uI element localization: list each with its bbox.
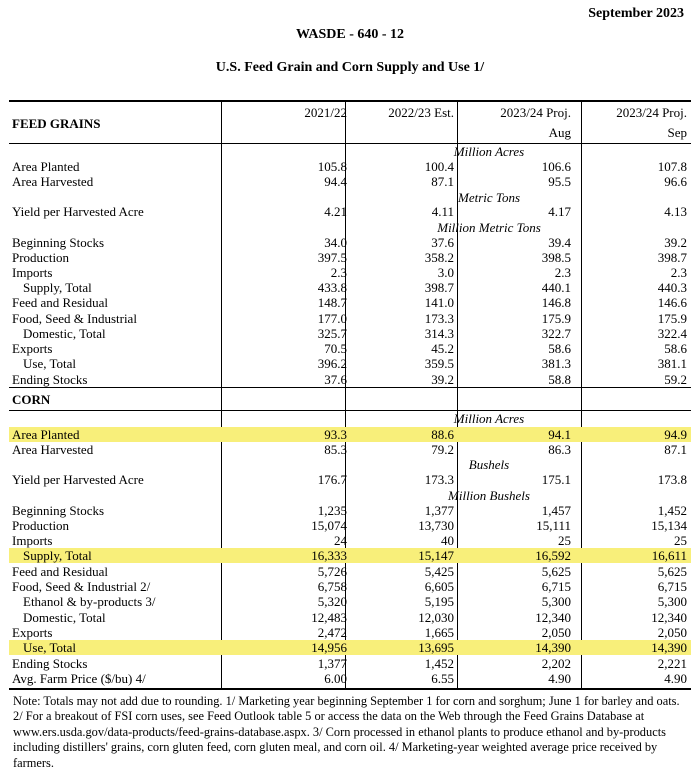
section-title-corn: CORN <box>12 392 51 407</box>
cell-value: 2,050 <box>541 625 571 640</box>
row-label: Feed and Residual <box>12 564 109 579</box>
cell-value: 141.0 <box>424 295 454 310</box>
cell-value: 440.3 <box>657 280 687 295</box>
cell-value: 34.0 <box>324 235 347 250</box>
cell-value: 1,665 <box>424 625 454 640</box>
table-row <box>9 579 691 594</box>
cell-value: 4.90 <box>548 671 571 686</box>
footnote: Note: Totals may not add due to rounding. 1/ Marketing year beginning September 1 for corn and sorghum; June 1 for barley and oats. 2/ For a breakout of FSI corn uses, see Feed Outlook table 5 or access the data on the Web through the Feed Grains Database at www.ers.usda.gov/data-products/feed-grains-database.aspx. 3/ Corn processed in ethanol plants to produce ethanol and by-products including distillers' grains, corn gluten feed, corn gluten meal, and corn oil. 4/ Marketing-year weighted average price received by farmers. <box>13 694 680 770</box>
cell-value: 396.2 <box>317 356 347 371</box>
table-row <box>9 250 691 265</box>
row-label: Beginning Stocks <box>12 503 105 518</box>
cell-value: 15,147 <box>418 548 454 563</box>
cell-value: 6.55 <box>431 671 454 686</box>
row-label: Area Planted <box>12 159 80 174</box>
cell-value: 85.3 <box>324 442 347 457</box>
cell-value: 12,483 <box>311 610 347 625</box>
row-label: Area Harvested <box>12 174 94 189</box>
cell-value: 173.3 <box>424 472 454 487</box>
cell-value: 325.7 <box>317 326 347 341</box>
table-row <box>9 265 691 280</box>
cell-value: 358.2 <box>424 250 454 265</box>
cell-value: 314.3 <box>424 326 454 341</box>
cell-value: 5,300 <box>541 594 571 609</box>
cell-value: 16,592 <box>535 548 571 563</box>
cell-value: 5,625 <box>541 564 571 579</box>
cell-value: 398.5 <box>541 250 571 265</box>
cell-value: 322.4 <box>657 326 687 341</box>
row-label: Beginning Stocks <box>12 235 105 250</box>
cell-value: 105.8 <box>317 159 347 174</box>
cell-value: 359.5 <box>424 356 454 371</box>
row-label: Area Harvested <box>12 442 94 457</box>
table-row <box>9 503 691 518</box>
cell-value: 1,452 <box>657 503 687 518</box>
unit-label: Million Bushels <box>448 488 530 503</box>
table-row <box>9 640 691 655</box>
section-title-feed-grains: FEED GRAINS <box>12 116 101 131</box>
table-row <box>9 625 691 640</box>
row-label: Use, Total <box>23 640 77 655</box>
cell-value: 177.0 <box>317 311 347 326</box>
cell-value: 6,758 <box>317 579 347 594</box>
cell-value: 2.3 <box>330 265 347 280</box>
table-row <box>9 174 691 189</box>
cell-value: 148.7 <box>317 295 347 310</box>
column-header-sep: Sep <box>667 125 687 140</box>
cell-value: 16,611 <box>651 548 687 563</box>
cell-value: 88.6 <box>431 427 454 442</box>
table-row <box>9 533 691 548</box>
cell-value: 87.1 <box>664 442 687 457</box>
table-row <box>9 610 691 625</box>
cell-value: 6,715 <box>657 579 687 594</box>
cell-value: 173.8 <box>657 472 687 487</box>
row-label: Ending Stocks <box>12 656 88 671</box>
unit-label: Million Acres <box>453 144 525 159</box>
cell-value: 4.11 <box>431 204 454 219</box>
cell-value: 173.3 <box>424 311 454 326</box>
row-label: Imports <box>12 265 53 280</box>
cell-value: 5,320 <box>317 594 347 609</box>
table-row <box>9 564 691 579</box>
row-label: Use, Total <box>23 356 77 371</box>
table-row <box>9 548 691 563</box>
cell-value: 94.1 <box>548 427 571 442</box>
row-label: Supply, Total <box>23 548 92 563</box>
unit-label: Metric Tons <box>458 190 520 205</box>
cell-value: 4.90 <box>664 671 687 686</box>
report-date: September 2023 <box>588 6 684 21</box>
cell-value: 59.2 <box>664 372 687 387</box>
cell-value: 1,377 <box>317 656 347 671</box>
cell-value: 86.3 <box>548 442 571 457</box>
cell-value: 3.0 <box>437 265 454 280</box>
cell-value: 15,111 <box>536 518 571 533</box>
cell-value: 398.7 <box>657 250 687 265</box>
cell-value: 25 <box>558 533 571 548</box>
cell-value: 2,472 <box>317 625 347 640</box>
cell-value: 4.17 <box>548 204 571 219</box>
cell-value: 397.5 <box>317 250 347 265</box>
report-title: WASDE - 640 - 12 <box>295 27 405 42</box>
row-label: Domestic, Total <box>23 326 106 341</box>
row-label: Exports <box>12 625 53 640</box>
cell-value: 107.8 <box>657 159 687 174</box>
column-header-2022-23: 2022/23 Est. <box>388 105 454 120</box>
unit-label: Million Acres <box>453 411 525 426</box>
row-label: Food, Seed & Industrial <box>12 311 137 326</box>
row-label: Yield per Harvested Acre <box>12 204 144 219</box>
row-label: Feed and Residual <box>12 295 109 310</box>
column-header-2023-24-aug: 2023/24 Proj. <box>500 105 571 120</box>
row-label: Imports <box>12 533 53 548</box>
cell-value: 58.8 <box>548 372 571 387</box>
unit-label: Bushels <box>468 457 510 472</box>
cell-value: 398.7 <box>424 280 454 295</box>
column-header-2021-22: 2021/22 <box>304 105 347 120</box>
bottom-rule <box>9 688 691 690</box>
table-row <box>9 594 691 609</box>
table-row <box>9 656 691 671</box>
cell-value: 100.4 <box>424 159 454 174</box>
row-label: Supply, Total <box>23 280 92 295</box>
cell-value: 15,074 <box>311 518 347 533</box>
cell-value: 440.1 <box>541 280 571 295</box>
cell-value: 24 <box>334 533 347 548</box>
cell-value: 58.6 <box>548 341 571 356</box>
row-label: Ending Stocks <box>12 372 88 387</box>
table-row <box>9 235 691 250</box>
cell-value: 6,605 <box>424 579 454 594</box>
cell-value: 1,235 <box>317 503 347 518</box>
cell-value: 146.8 <box>541 295 571 310</box>
table-row <box>9 442 691 457</box>
cell-value: 79.2 <box>431 442 454 457</box>
row-label: Food, Seed & Industrial 2/ <box>12 579 151 594</box>
cell-value: 6.00 <box>324 671 347 686</box>
cell-value: 2,202 <box>541 656 571 671</box>
cell-value: 2.3 <box>554 265 571 280</box>
table-row <box>9 341 691 356</box>
corn-header-rule <box>9 410 691 411</box>
table-row <box>9 204 691 219</box>
cell-value: 433.8 <box>317 280 347 295</box>
cell-value: 5,625 <box>657 564 687 579</box>
row-label: Exports <box>12 341 53 356</box>
row-label: Production <box>12 250 70 265</box>
cell-value: 39.4 <box>548 235 571 250</box>
cell-value: 175.1 <box>541 472 571 487</box>
cell-value: 381.3 <box>541 356 571 371</box>
cell-value: 5,195 <box>424 594 454 609</box>
table-row <box>9 518 691 533</box>
cell-value: 5,300 <box>657 594 687 609</box>
cell-value: 1,377 <box>424 503 454 518</box>
cell-value: 176.7 <box>317 472 347 487</box>
cell-value: 12,030 <box>418 610 454 625</box>
cell-value: 4.21 <box>324 204 347 219</box>
cell-value: 381.1 <box>657 356 687 371</box>
cell-value: 2.3 <box>670 265 687 280</box>
cell-value: 37.6 <box>324 372 347 387</box>
cell-value: 14,956 <box>311 640 347 655</box>
cell-value: 12,340 <box>535 610 571 625</box>
table-row <box>9 159 691 174</box>
cell-value: 95.5 <box>548 174 571 189</box>
cell-value: 146.6 <box>657 295 687 310</box>
table-row <box>9 427 691 442</box>
report-subtitle: U.S. Feed Grain and Corn Supply and Use 1/ <box>215 60 485 75</box>
cell-value: 96.6 <box>664 174 687 189</box>
cell-value: 58.6 <box>664 341 687 356</box>
row-label: Area Planted <box>12 427 80 442</box>
cell-value: 4.13 <box>664 204 687 219</box>
cell-value: 13,695 <box>418 640 454 655</box>
column-header-2023-24-sep: 2023/24 Proj. <box>616 105 687 120</box>
row-label: Ethanol & by-products 3/ <box>23 594 156 609</box>
row-label: Domestic, Total <box>23 610 106 625</box>
cell-value: 2,050 <box>657 625 687 640</box>
row-label: Yield per Harvested Acre <box>12 472 144 487</box>
header-rule <box>9 143 691 144</box>
cell-value: 25 <box>674 533 687 548</box>
column-header-aug: Aug <box>548 125 571 140</box>
cell-value: 6,715 <box>541 579 571 594</box>
cell-value: 322.7 <box>541 326 571 341</box>
cell-value: 45.2 <box>431 341 454 356</box>
cell-value: 175.9 <box>657 311 687 326</box>
cell-value: 2,221 <box>657 656 687 671</box>
cell-value: 39.2 <box>664 235 687 250</box>
table-row <box>9 356 691 371</box>
section-rule <box>9 387 691 388</box>
cell-value: 94.9 <box>664 427 687 442</box>
cell-value: 13,730 <box>418 518 454 533</box>
table-row <box>9 671 691 686</box>
cell-value: 175.9 <box>541 311 571 326</box>
cell-value: 16,333 <box>311 548 347 563</box>
unit-label: Million Metric Tons <box>437 220 541 235</box>
table-row <box>9 295 691 310</box>
cell-value: 70.5 <box>324 341 347 356</box>
cell-value: 106.6 <box>541 159 571 174</box>
cell-value: 14,390 <box>535 640 571 655</box>
table-row <box>9 372 691 387</box>
row-label: Avg. Farm Price ($/bu) 4/ <box>12 671 146 686</box>
cell-value: 87.1 <box>431 174 454 189</box>
cell-value: 15,134 <box>651 518 687 533</box>
top-rule <box>9 100 691 102</box>
table-row <box>9 311 691 326</box>
table-row <box>9 326 691 341</box>
cell-value: 40 <box>441 533 454 548</box>
cell-value: 12,340 <box>651 610 687 625</box>
cell-value: 94.4 <box>324 174 347 189</box>
cell-value: 5,425 <box>424 564 454 579</box>
cell-value: 93.3 <box>324 427 347 442</box>
cell-value: 1,457 <box>541 503 571 518</box>
table-row <box>9 280 691 295</box>
cell-value: 37.6 <box>431 235 454 250</box>
cell-value: 39.2 <box>431 372 454 387</box>
cell-value: 14,390 <box>651 640 687 655</box>
row-label: Production <box>12 518 70 533</box>
cell-value: 1,452 <box>424 656 454 671</box>
table-row <box>9 472 691 487</box>
cell-value: 5,726 <box>317 564 347 579</box>
